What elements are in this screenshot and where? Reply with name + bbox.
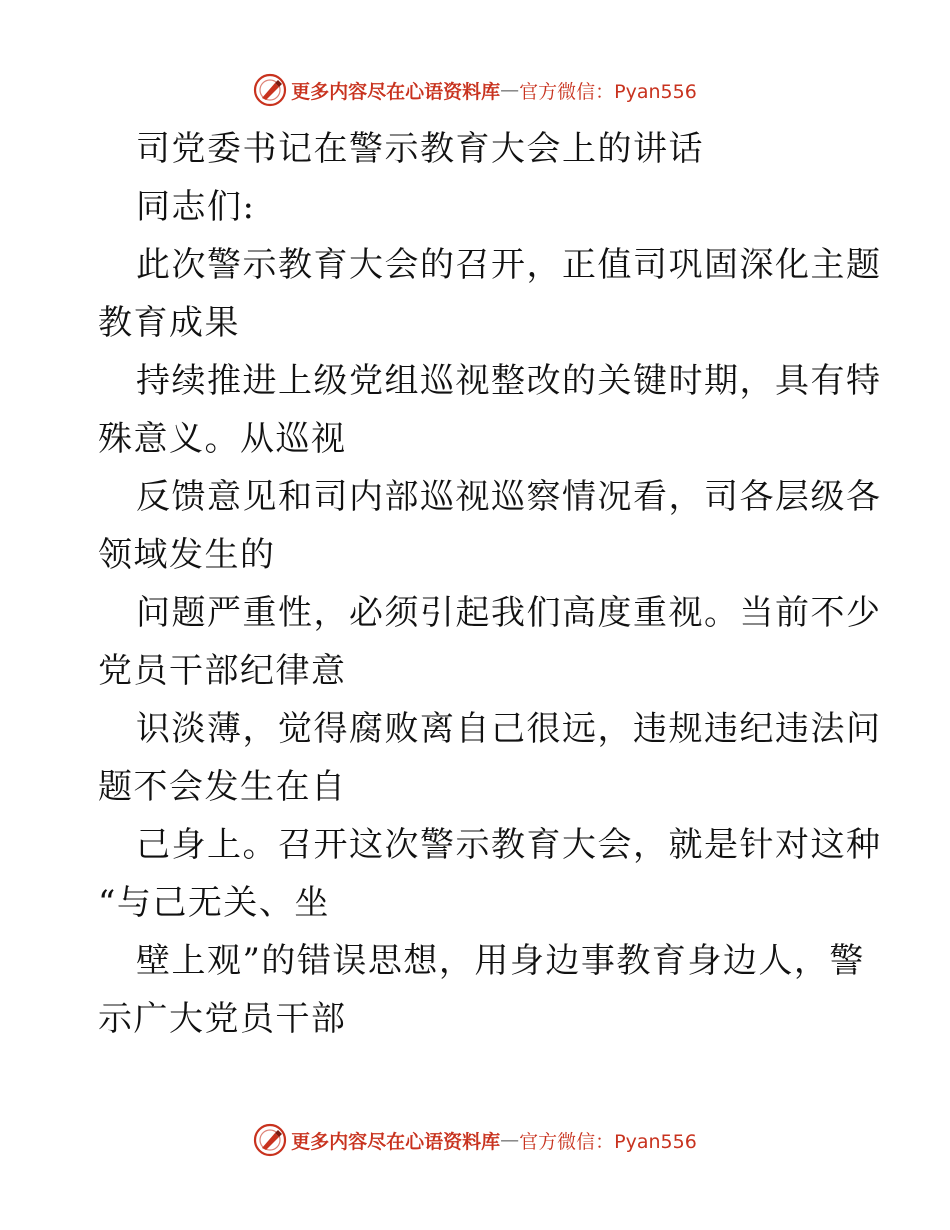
paragraph-line: 教育成果 <box>98 303 240 343</box>
paragraph-line: 题不会发生在自 <box>98 767 347 807</box>
paragraph-line: 示广大党员干部 <box>98 999 347 1039</box>
paragraph-line: 持续推进上级党组巡视整改的关键时期，具有特 <box>136 361 882 401</box>
document-title: 司党委书记在警示教育大会上的讲话 <box>136 129 704 169</box>
pen-nib-logo-icon <box>253 1123 287 1157</box>
salutation: 同志们: <box>136 187 256 227</box>
banner-wechat: 官方微信：Pyan556 <box>519 1130 697 1153</box>
paragraph-line: 识淡薄，觉得腐败离自己很远，违规违纪违法问 <box>136 709 882 749</box>
banner-separator: — <box>500 79 520 101</box>
banner-wechat: 官方微信：Pyan556 <box>519 80 697 103</box>
paragraph-line: “与己无关、坐 <box>98 883 330 923</box>
paragraph-line: 殊意义。从巡视 <box>98 419 347 459</box>
paragraph-line: 领域发生的 <box>98 535 276 575</box>
paragraph-line: 壁上观”的错误思想，用身边事教育身边人，警 <box>136 941 865 981</box>
banner-title: 更多内容尽在心语资料库 <box>291 1130 501 1153</box>
document-body <box>98 120 882 1048</box>
paragraph-line: 问题严重性，必须引起我们高度重视。当前不少 <box>136 593 882 633</box>
paragraph-line: 党员干部纪律意 <box>98 651 347 691</box>
banner-title: 更多内容尽在心语资料库 <box>291 80 501 103</box>
header-banner <box>0 70 950 110</box>
paragraph-line: 己身上。召开这次警示教育大会，就是针对这种 <box>136 825 882 865</box>
banner-separator: — <box>500 1129 520 1151</box>
paragraph-line: 此次警示教育大会的召开，正值司巩固深化主题 <box>136 245 882 285</box>
footer-banner <box>0 1120 950 1160</box>
pen-nib-logo-icon <box>253 73 287 107</box>
paragraph-line: 反馈意见和司内部巡视巡察情况看，司各层级各 <box>136 477 882 517</box>
